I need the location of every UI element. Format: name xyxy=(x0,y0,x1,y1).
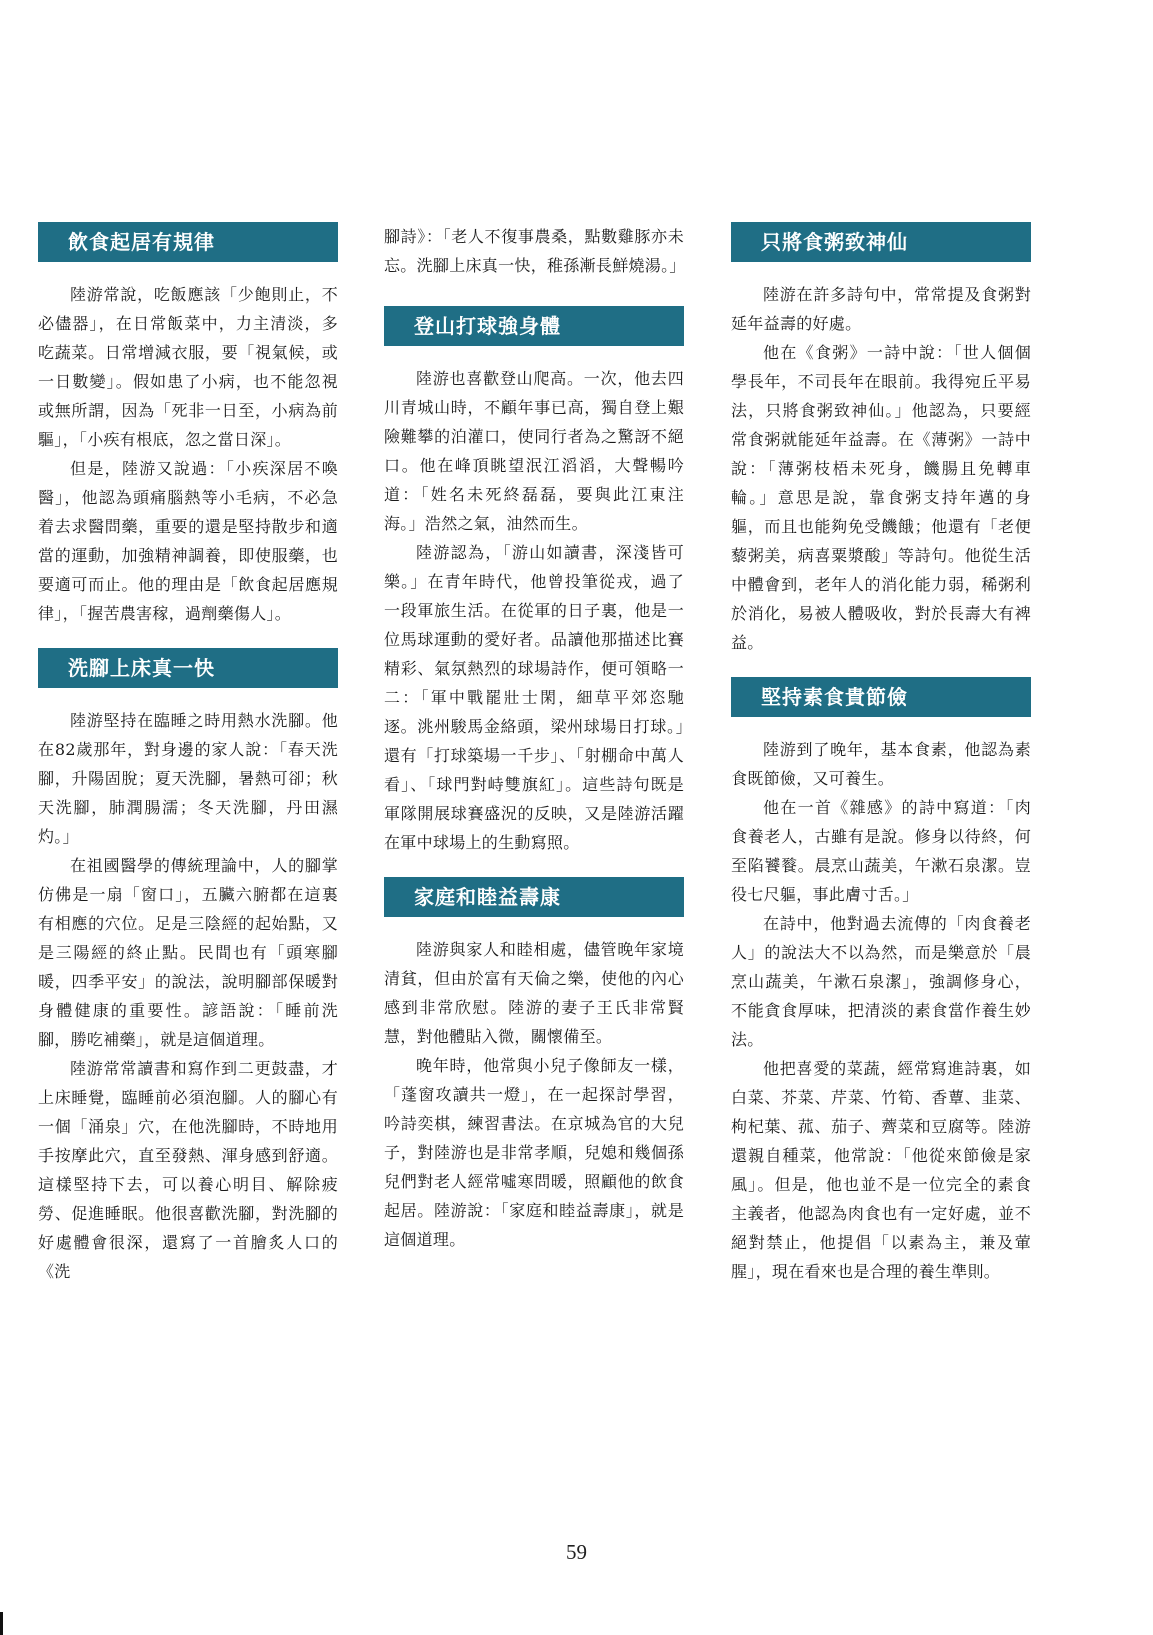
section-heading: 洗腳上床真一快 xyxy=(38,648,338,688)
continued-text xyxy=(384,222,684,280)
column-1 xyxy=(38,222,338,1306)
paragraph: 他在一首《雜感》的詩中寫道：「肉食養老人，古雖有是說。修身以待終，何至陷饕餮。晨烹山蔬美，午漱石泉潔。豈役七尺軀，事此膚寸舌。」 xyxy=(731,798,1031,904)
column-3 xyxy=(731,222,1031,1306)
paragraph: 他在《食粥》一詩中說：「世人個個學長年，不司長年在眼前。我得宛丘平易法，只將食粥致神仙。」他認為，只要經常食粥就能延年益壽。在《薄粥》一詩中說：「薄粥枝梧未死身，饑腸且免轉車輪。」意思是說，靠食粥支持年邁的身軀，而且也能夠免受饑餓；他還有「老便藜粥美，病喜粟漿酸」等詩句。他從生活中體會到，老年人的消化能力弱，稀粥利於消化，易被人體吸收，對於長壽大有裨益。 xyxy=(731,343,1031,652)
page-number: 59 xyxy=(566,1540,587,1564)
paragraph: 陸游堅持在臨睡之時用熱水洗腳。他在82歲那年，對身邊的家人說：「春天洗腳，升陽固脫；夏天洗腳，暑熱可卻；秋天洗腳，肺潤腸濡；冬天洗腳，丹田濕灼。」 xyxy=(38,711,338,846)
paragraph-continued: 腳詩》：「老人不復事農桑，點數雞豚亦未忘。洗腳上床真一快，稚孫漸長鮮燒湯。」 xyxy=(384,227,686,275)
paragraph: 陸游認為，「游山如讀書，深淺皆可樂。」在青年時代，他曾投筆從戎，過了一段軍旅生活。在從軍的日子裏，他是一位馬球運動的愛好者。品讀他那描述比賽精彩、氣氛熱烈的球場詩作，便可領略一二：「軍中戰罷壯士閑，細草平郊恣馳逐。洮州駿馬金絡頭，梁州球場日打球。」還有「打球築場一千步」、「射棚命中萬人看」、「球門對峙雙旗紅」。這些詩句既是軍隊開展球賽盛況的反映，又是陸游活躍在軍中球場上的生動寫照。 xyxy=(384,543,684,852)
paragraph: 陸游在許多詩句中，常常提及食粥對延年益壽的好處。 xyxy=(731,285,1031,333)
paragraph: 陸游常說，吃飯應該「少飽則止，不必儘器」，在日常飯菜中，力主清淡，多吃蔬菜。日常增減衣服，要「視氣候，或一日數變」。假如患了小病，也不能忽視或無所謂，因為「死非一日至，小病為前驅」，「小疾有根底，忽之當日深」。 xyxy=(38,285,338,449)
paragraph: 陸游也喜歡登山爬高。一次，他去四川青城山時，不顧年事已高，獨自登上艱險難攀的泊灌口，使同行者為之驚訝不絕口。他在峰頂眺望泯江滔滔，大聲暢吟道：「姓名未死終磊磊，要與此江東注海。」浩然之氣，油然而生。 xyxy=(384,369,684,533)
section-heading: 只將食粥致神仙 xyxy=(731,222,1031,262)
paragraph: 在詩中，他對過去流傳的「肉食養老人」的說法大不以為然，而是樂意於「晨烹山蔬美，午漱石泉潔」，強調修身心，不能貪食厚味，把清淡的素食當作養生妙法。 xyxy=(731,914,1031,1049)
section-heading: 家庭和睦益壽康 xyxy=(384,877,684,917)
section-heading: 登山打球強身體 xyxy=(384,306,684,346)
section-family-harmony xyxy=(384,877,684,1254)
section-heading: 堅持素食貴節儉 xyxy=(731,677,1031,717)
paragraph: 陸游常常讀書和寫作到二更鼓盡，才上床睡覺，臨睡前必須泡腳。人的腳心有一個「涌泉」穴，在他洗腳時，不時地用手按摩此穴，直至發熱、渾身感到舒適。這樣堅持下去，可以養心明目、解除疲勞、促進睡眠。他很喜歡洗腳，對洗腳的好處體會很深，還寫了一首膾炙人口的《洗 xyxy=(38,1059,338,1281)
section-vegetarian xyxy=(731,677,1031,1286)
paragraph: 晚年時，他常與小兒子像師友一樣，「蓬窗攻讀共一燈」，在一起探討學習，吟詩奕棋，練習書法。在京城為官的大兒子，對陸游也是非常孝順，兒媳和幾個孫兒們對老人經常噓寒問暖，照顧他的飲食起居。陸游說：「家庭和睦益壽康」，就是這個道理。 xyxy=(384,1056,684,1249)
section-congee xyxy=(731,222,1031,657)
paragraph: 在祖國醫學的傳統理論中，人的腳掌仿佛是一扇「窗口」，五臟六腑都在這裏有相應的穴位。足是三陰經的起始點，又是三陽經的終止點。民間也有「頭寒腳暖，四季平安」的說法，說明腳部保暖對身體健康的重要性。諺語說：「睡前洗腳，勝吃補藥」，就是這個道理。 xyxy=(38,856,338,1049)
paragraph: 他把喜愛的菜蔬，經常寫進詩裏，如白菜、芥菜、芹菜、竹筍、香蕈、韭菜、枸杞葉、菰、茄子、薺菜和豆腐等。陸游還親自種菜，他常說：「他從來節儉是家風」。但是，他也並不是一位完全的素食主義者，他認為肉食也有一定好處，並不絕對禁止，他提倡「以素為主，兼及葷腥」，現在看來也是合理的養生準則。 xyxy=(731,1059,1031,1281)
section-diet-routine xyxy=(38,222,338,628)
section-foot-washing xyxy=(38,648,338,1286)
section-heading: 飲食起居有規律 xyxy=(38,222,338,262)
scan-edge-mark xyxy=(0,1612,3,1635)
paragraph: 但是，陸游又說過：「小疾深居不喚醫」，他認為頭痛腦熱等小毛病，不必急着去求醫問藥，重要的還是堅持散步和適當的運動，加強精神調養，即使服藥，也要適可而止。他的理由是「飲食起居應規律」，「握苦農害稼，過劑藥傷人」。 xyxy=(38,459,338,623)
column-2 xyxy=(384,222,684,1274)
paragraph: 陸游到了晚年，基本食素，他認為素食既節儉，又可養生。 xyxy=(731,740,1031,788)
section-mountain-ball xyxy=(384,306,684,857)
paragraph: 陸游與家人和睦相處，儘管晚年家境清貧，但由於富有天倫之樂，使他的內心感到非常欣慰。陸游的妻子王氏非常賢慧，對他體貼入微，關懷備至。 xyxy=(384,940,684,1046)
